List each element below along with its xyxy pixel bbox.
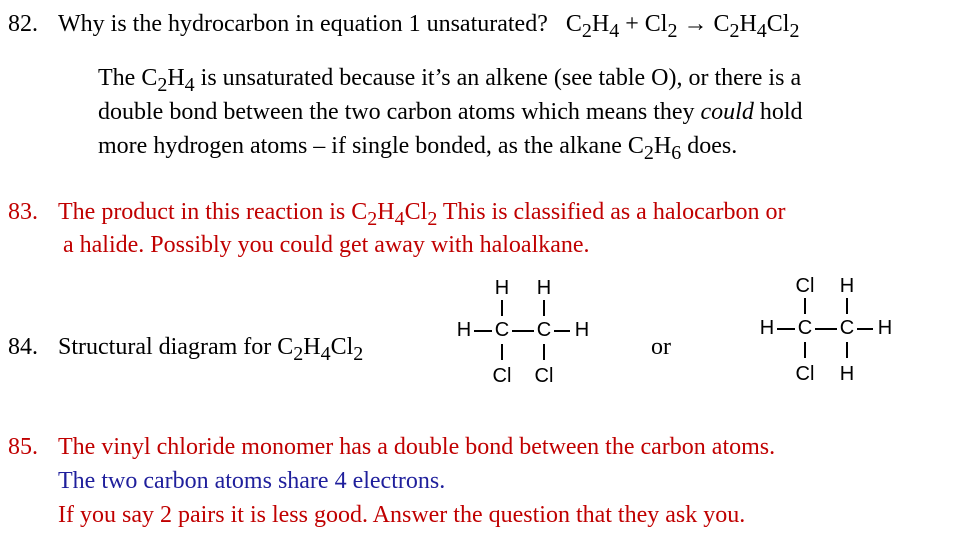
bond bbox=[804, 342, 806, 358]
atom-c: C bbox=[797, 317, 813, 339]
q83-number: 83. bbox=[8, 199, 38, 225]
atom-c: C bbox=[839, 317, 855, 339]
q82-answer-line1: The $C_2H_4$ is unsaturated because it’s an alkene (see table O), or there is a bbox=[98, 65, 802, 96]
q85-line2: The two carbon atoms share 4 electrons. bbox=[58, 468, 446, 494]
bond bbox=[554, 330, 570, 332]
atom-h: H bbox=[456, 319, 472, 341]
bond bbox=[804, 298, 806, 314]
q85-number: 85. bbox=[8, 434, 38, 460]
q82-number: 82. bbox=[8, 11, 38, 37]
bond bbox=[501, 344, 503, 360]
atom-h: H bbox=[839, 363, 855, 385]
atom-h: H bbox=[536, 277, 552, 299]
structural-diagram-2 bbox=[755, 274, 905, 386]
atom-c: C bbox=[494, 319, 510, 341]
q83-line2: a halide. Possibly you could get away with haloalkane. bbox=[63, 232, 590, 258]
atom-h: H bbox=[574, 319, 590, 341]
q82-equation: $C_2H_4 + Cl_2 \to C_2H_4Cl_2$ bbox=[565, 11, 800, 42]
bond bbox=[512, 330, 534, 332]
q82-answer-line3: more hydrogen atoms – if single bonded, as the alkane $C_2H_6$ does. bbox=[98, 133, 738, 164]
or-label: or bbox=[651, 334, 671, 360]
atom-h: H bbox=[759, 317, 775, 339]
bond bbox=[846, 342, 848, 358]
bond bbox=[857, 328, 873, 330]
atom-cl: Cl bbox=[795, 363, 815, 385]
q82-question: Why is the hydrocarbon in equation 1 unsaturated? $C_2H_4 + Cl_2 \to C_2H_4Cl_2$ bbox=[58, 11, 800, 42]
bond bbox=[815, 328, 837, 330]
q84-number: 84. bbox=[8, 334, 38, 360]
bond bbox=[543, 344, 545, 360]
reaction-arrow: → bbox=[683, 11, 708, 37]
atom-h: H bbox=[839, 275, 855, 297]
atom-h: H bbox=[494, 277, 510, 299]
atom-c: C bbox=[536, 319, 552, 341]
atom-cl: Cl bbox=[795, 275, 815, 297]
atom-h: H bbox=[877, 317, 893, 339]
bond bbox=[846, 298, 848, 314]
q85-line3: If you say 2 pairs it is less good. Answer the question that they ask you. bbox=[58, 502, 746, 528]
atom-cl: Cl bbox=[492, 365, 512, 387]
bond bbox=[501, 300, 503, 316]
q82-answer-line2: double bond between the two carbon atoms which means they could hold bbox=[98, 99, 803, 125]
atom-cl: Cl bbox=[534, 365, 554, 387]
structural-diagram-1 bbox=[452, 276, 602, 388]
bond bbox=[543, 300, 545, 316]
